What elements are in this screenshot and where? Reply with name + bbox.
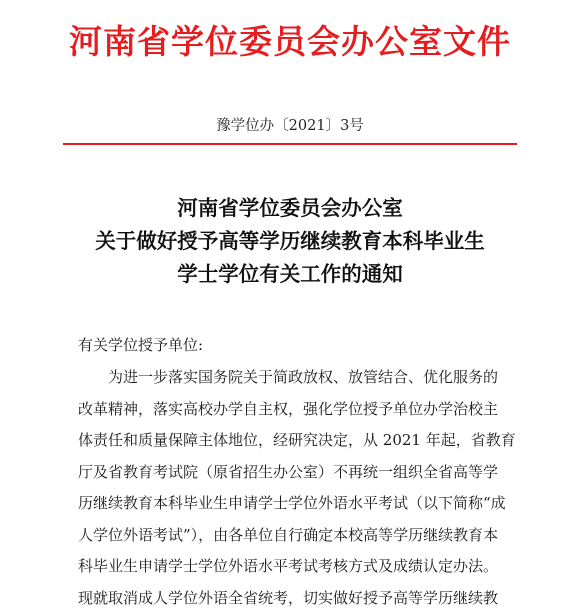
body-line: 为进一步落实国务院关于简政放权、放管结合、优化服务的 (78, 362, 518, 394)
notice-body (78, 362, 518, 614)
body-line: 改革精神，落实高校办学自主权，强化学位授予单位办学治校主 (78, 394, 518, 426)
document-number: 豫学位办〔2021〕3号 (0, 114, 580, 135)
document-header-title: 河南省学位委员会办公室文件 (0, 16, 580, 63)
addressee-line: 有关学位授予单位: (78, 334, 203, 355)
red-separator-rule (63, 143, 517, 145)
notice-title-line: 关于做好授予高等学历继续教育本科毕业生 (0, 225, 580, 258)
body-line: 厅及省教育考试院（原省招生办公室）不再统一组织全省高等学 (78, 457, 518, 489)
body-line: 现就取消成人学位外语全省统考，切实做好授予高等学历继续教 (78, 583, 518, 614)
notice-title-line: 学士学位有关工作的通知 (0, 258, 580, 291)
body-line: 科毕业生申请学士学位外语水平考试考核方式及成绩认定办法。 (78, 551, 518, 583)
notice-title-line: 河南省学位委员会办公室 (0, 192, 580, 225)
notice-title (0, 192, 580, 291)
body-line: 历继续教育本科毕业生申请学士学位外语水平考试（以下简称“成 (78, 488, 518, 520)
body-line: 人学位外语考试”），由各单位自行确定本校高等学历继续教育本 (78, 520, 518, 552)
body-line: 体责任和质量保障主体地位，经研究决定，从 2021 年起，省教育 (78, 425, 518, 457)
